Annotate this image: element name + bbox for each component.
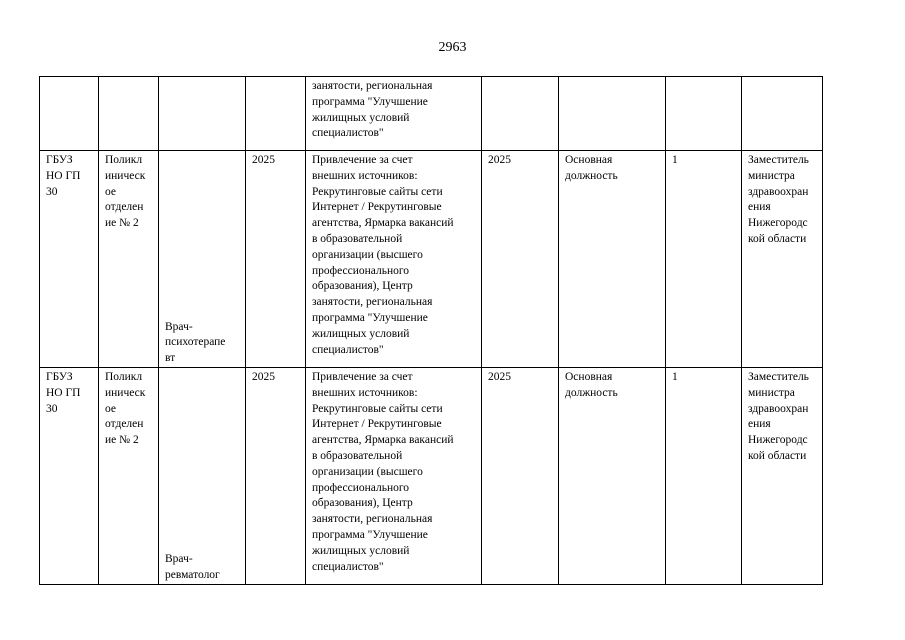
count-cell: 1 <box>666 368 742 585</box>
table-row <box>40 77 823 151</box>
position-cell: Врач- психотерапе вт <box>159 151 246 368</box>
year-cell: 2025 <box>246 151 306 368</box>
year-cell: 2025 <box>246 368 306 585</box>
position-type-cell: Основная должность <box>559 368 666 585</box>
org-cell: ГБУЗ НО ГП 30 <box>40 151 99 368</box>
measures-cell: Привлечение за счет внешних источников: Рекрутинговые сайты сети Интернет / Рекрутинговые агентства, Ярмарка вакансий в образовательной организации (высшего профессионального образования), Центр занятости, региональная программа "Улучшение жилищных условий специалистов" <box>306 151 482 368</box>
responsible-cell: Заместитель министра здравоохран ения Нижегородс кой области <box>742 368 823 585</box>
page-number: 2963 <box>438 40 467 55</box>
unit-cell: Поликл иническ ое отделен ие № 2 <box>99 151 159 368</box>
org-cell <box>40 77 99 151</box>
position-cell: Врач- ревматолог <box>159 368 246 585</box>
year2-cell: 2025 <box>482 151 559 368</box>
year2-cell <box>482 77 559 151</box>
year-cell <box>246 77 306 151</box>
count-cell <box>666 77 742 151</box>
staffing-table <box>39 76 823 585</box>
measures-cell: Привлечение за счет внешних источников: Рекрутинговые сайты сети Интернет / Рекрутинговые агентства, Ярмарка вакансий в образовательной организации (высшего профессионального образования), Центр занятости, региональная программа "Улучшение жилищных условий специалистов" <box>306 368 482 585</box>
unit-cell: Поликл иническ ое отделен ие № 2 <box>99 368 159 585</box>
position-type-cell: Основная должность <box>559 151 666 368</box>
count-cell: 1 <box>666 151 742 368</box>
responsible-cell: Заместитель министра здравоохран ения Нижегородс кой области <box>742 151 823 368</box>
org-cell: ГБУЗ НО ГП 30 <box>40 368 99 585</box>
measures-cell: занятости, региональная программа "Улучшение жилищных условий специалистов" <box>306 77 482 151</box>
year2-cell: 2025 <box>482 368 559 585</box>
responsible-cell <box>742 77 823 151</box>
table-row <box>40 368 823 585</box>
unit-cell <box>99 77 159 151</box>
position-cell <box>159 77 246 151</box>
position-type-cell <box>559 77 666 151</box>
table-row <box>40 151 823 368</box>
